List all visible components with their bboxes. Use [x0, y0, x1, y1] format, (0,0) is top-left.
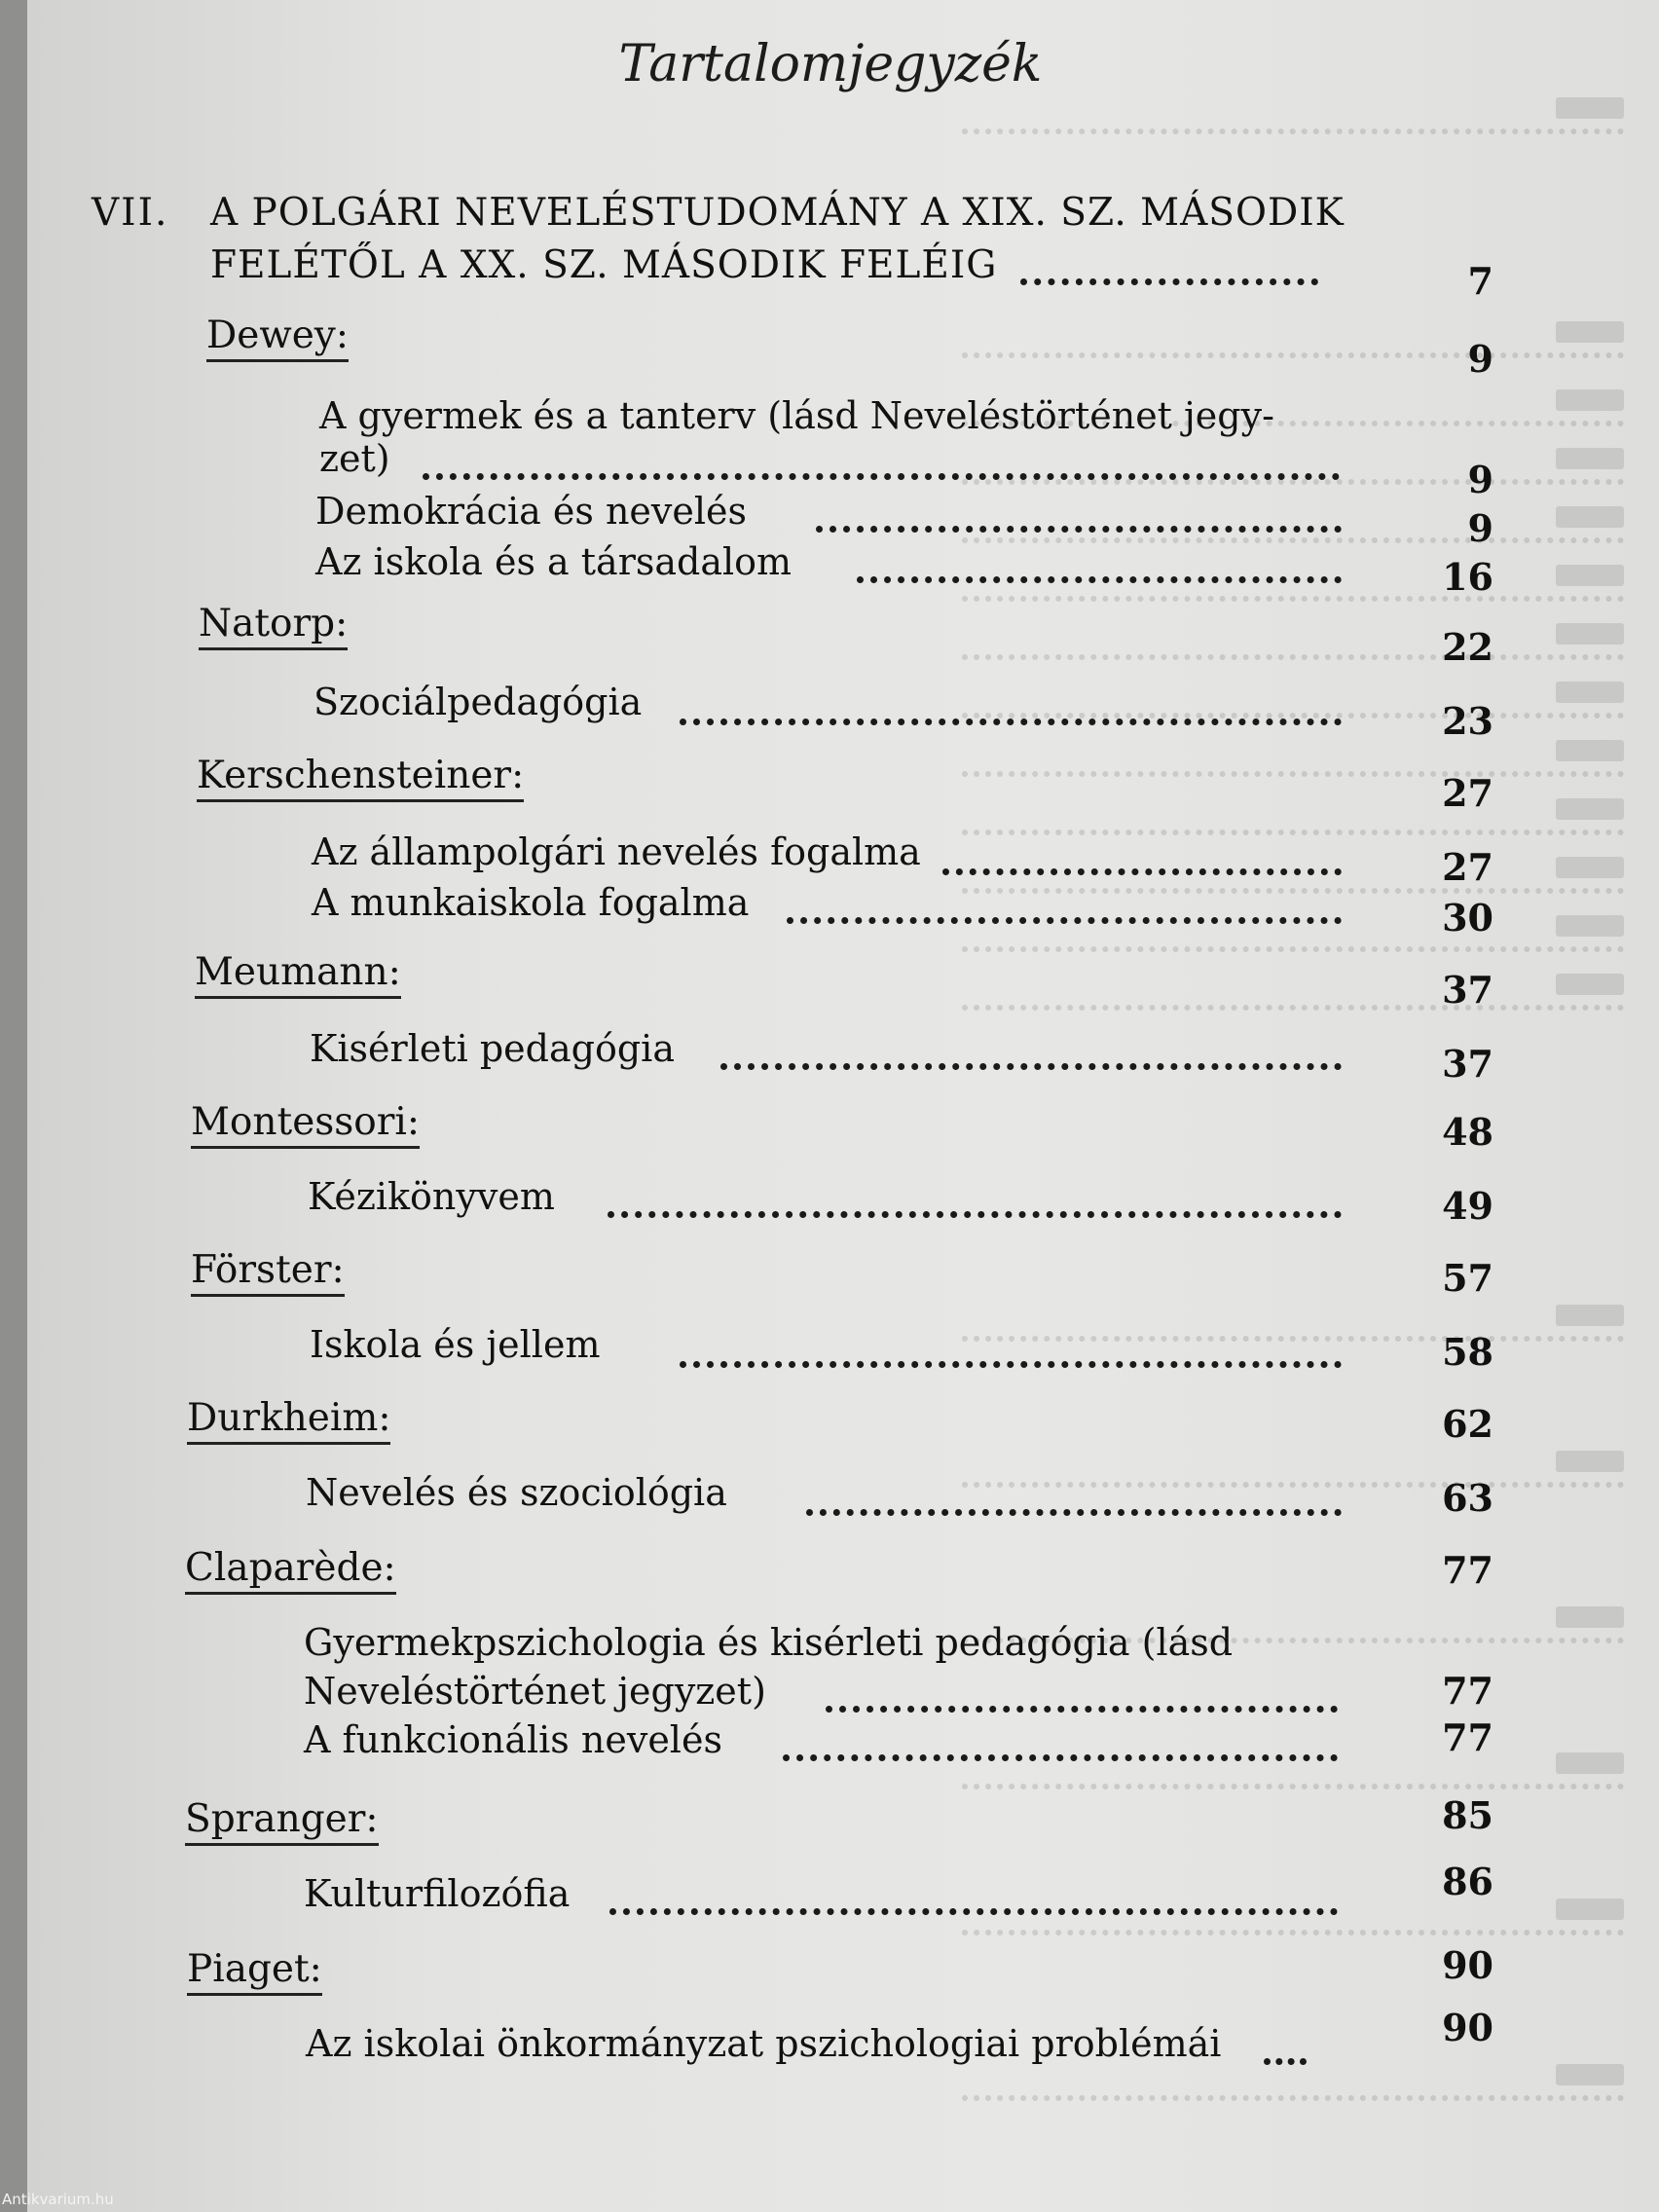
author-heading-spranger: Spranger: — [185, 1797, 379, 1846]
leader-dots — [816, 516, 1342, 533]
author-heading-montessori: Montessori: — [191, 1100, 420, 1149]
author-heading-forster: Förster: — [191, 1248, 345, 1297]
book-page — [27, 0, 1659, 2212]
page-number: 9 — [1467, 458, 1493, 501]
page-title: Tartalomjegyzék — [618, 35, 1043, 93]
leader-dots — [608, 1201, 1342, 1218]
page-number: 48 — [1442, 1110, 1493, 1154]
page-number: 90 — [1442, 1943, 1493, 1987]
leader-dots — [680, 1351, 1342, 1368]
page-number: 9 — [1467, 337, 1493, 381]
toc-entry-line-2: zet) — [319, 437, 390, 480]
page-number: 16 — [1442, 555, 1493, 599]
page-number: 30 — [1442, 896, 1493, 940]
page-number: 86 — [1442, 1860, 1493, 1903]
page-number: 37 — [1442, 1042, 1493, 1086]
page-number: 77 — [1442, 1715, 1493, 1759]
page-number: 7 — [1467, 259, 1493, 303]
toc-entry: Az állampolgári nevelés fogalma — [312, 830, 921, 873]
leader-dots — [942, 859, 1342, 875]
author-heading-meumann: Meumann: — [195, 950, 401, 999]
page-number: 37 — [1442, 968, 1493, 1012]
chapter-title-line-2: FELÉTŐL A XX. SZ. MÁSODIK FELÉIG — [210, 243, 998, 287]
leader-dots — [609, 1899, 1338, 1915]
page-number: 22 — [1442, 625, 1493, 669]
toc-entry: Az iskola és a társadalom — [315, 540, 793, 583]
page-number: 77 — [1442, 1548, 1493, 1592]
leader-dots — [806, 1499, 1342, 1516]
page-number: 90 — [1442, 2006, 1493, 2049]
page-number: 63 — [1442, 1476, 1493, 1520]
page-number: 85 — [1442, 1793, 1493, 1837]
toc-entry: Szociálpedagógia — [313, 681, 643, 723]
toc-entry: Kisérleti pedagógia — [310, 1027, 675, 1070]
watermark: Antikvarium.hu — [2, 2191, 114, 2208]
leader-dots — [423, 463, 1340, 480]
toc-entry: Kulturfilozófia — [304, 1872, 571, 1915]
toc-entry-line-1: Gyermekpszichologia és kisérleti pedagógia (lásd — [304, 1621, 1234, 1664]
leader-dots — [720, 1053, 1342, 1070]
chapter-title-line-1: A POLGÁRI NEVELÉSTUDOMÁNY A XIX. SZ. MÁSODIK — [210, 191, 1345, 235]
leader-dots — [1264, 2048, 1307, 2065]
toc-entry: Demokrácia és nevelés — [315, 490, 748, 533]
page-number: 27 — [1442, 771, 1493, 815]
page-number: 9 — [1467, 506, 1493, 550]
author-heading-kerschensteiner: Kerschensteiner: — [197, 754, 524, 802]
page-number: 77 — [1442, 1669, 1493, 1713]
bleed-through-text — [962, 58, 1659, 2152]
leader-dots — [826, 1696, 1338, 1713]
leader-dots — [680, 709, 1342, 725]
page-number: 49 — [1442, 1184, 1493, 1228]
author-heading-claparede: Claparède: — [185, 1546, 396, 1595]
author-heading-piaget: Piaget: — [187, 1947, 322, 1996]
toc-entry-line-1: A gyermek és a tanterv (lásd Neveléstörténet jegy- — [319, 394, 1274, 437]
page-number: 62 — [1442, 1402, 1493, 1446]
page-number: 23 — [1442, 699, 1493, 743]
chapter-number: VII. — [92, 191, 169, 235]
author-heading-durkheim: Durkheim: — [187, 1396, 390, 1445]
leader-dots — [857, 567, 1342, 583]
toc-entry: A munkaiskola fogalma — [312, 881, 750, 924]
toc-entry-line-2: Neveléstörténet jegyzet) — [304, 1670, 766, 1713]
leader-dots — [787, 907, 1342, 924]
author-heading-dewey: Dewey: — [206, 313, 349, 362]
toc-entry: Iskola és jellem — [310, 1323, 601, 1366]
leader-dots — [1020, 269, 1318, 285]
toc-entry: A funkcionális nevelés — [304, 1718, 722, 1761]
leader-dots — [783, 1745, 1338, 1761]
page-number: 58 — [1442, 1330, 1493, 1374]
page-number: 27 — [1442, 845, 1493, 889]
toc-entry: Kézikönyvem — [308, 1175, 555, 1218]
toc-entry: Nevelés és szociológia — [306, 1471, 727, 1514]
page-number: 57 — [1442, 1256, 1493, 1300]
author-heading-natorp: Natorp: — [199, 602, 348, 650]
toc-entry: Az iskolai önkormányzat pszichologiai problémái — [306, 2022, 1222, 2065]
